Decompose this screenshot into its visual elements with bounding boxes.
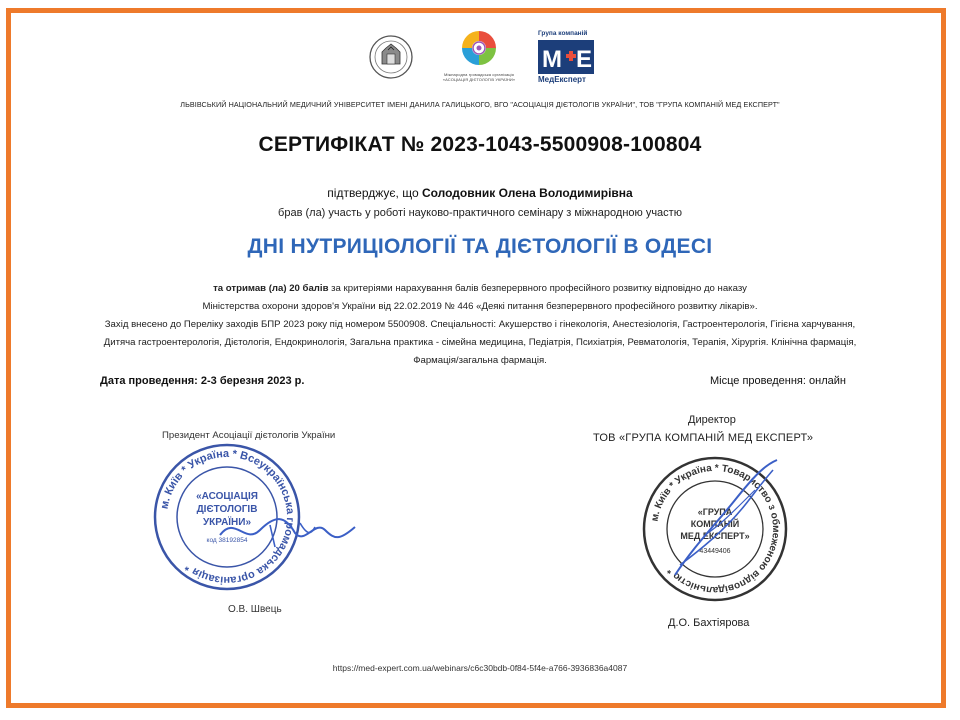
right-signatory-company: ТОВ «ГРУПА КОМПАНІЙ МЕД ЕКСПЕРТ» [593, 432, 814, 444]
right-signatory-role: Директор [688, 414, 736, 426]
svg-text:«АСОЦІАЦІЯ: «АСОЦІАЦІЯ [196, 491, 258, 502]
svg-text:«ГРУПА: «ГРУПА [697, 507, 733, 517]
order-line: Міністерства охорони здоров'я України від 22.02.2019 № 446 «Деякі питання безперервного професійного розвитку лікарів». [202, 301, 758, 312]
svg-text:КОМПАНІЙ: КОМПАНІЙ [690, 519, 740, 529]
event-title: ДНІ НУТРИЦІОЛОГІЇ ТА ДІЄТОЛОГІЇ В ОДЕСІ [247, 235, 713, 258]
specialties-line-1: Захід внесено до Переліку заходів БПР 2023 року під номером 5500908. Спеціальності: Акушерство і гінекологія, Анестезіологія, Гастроентерологія, Гігієна харчування, [104, 319, 856, 330]
right-signatory-name: Д.О. Бахтіярова [668, 617, 750, 629]
medexpert-logo [536, 30, 596, 86]
association-logo [433, 28, 525, 86]
svg-text:ДІЄТОЛОГІВ: ДІЄТОЛОГІВ [196, 504, 258, 515]
certificate-title: СЕРТИФІКАТ № 2023-1043-5500908-100804 [258, 133, 702, 156]
specialties-line-2: Дитяча гастроентерологія, Дієтологія, Ендокринологія, Загальна практика - сімейна медицина, Педіатрія, Психіатрія, Ревматологія, Терапія, Хірургія. Клінічна фармація, [103, 337, 857, 348]
verification-url: https://med-expert.com.ua/webinars/c6c30bdb-0f84-5f4e-a766-3936836a4087 [332, 663, 628, 673]
left-stamp-code: код 38192854 [206, 537, 248, 544]
svg-text:м. Київ * Україна * Всеукраїнс: м. Київ * Україна * Всеукраїнська громадська організація * [158, 447, 297, 587]
specialties-line-3: Фармація/загальна фармація. [413, 355, 547, 366]
medexpert-name: МедЕксперт [538, 75, 586, 84]
confirmation-line [0, 186, 960, 200]
svg-text:м. Київ * Україна * Товариство: м. Київ * Україна * Товариство з обмеженою відповідальністю * [649, 462, 782, 596]
certificate-body [40, 280, 920, 370]
points-line [40, 280, 920, 298]
medexpert-mark-icon [538, 40, 594, 74]
right-signature-icon [665, 455, 785, 585]
svg-text:МЕД ЕКСПЕРТ»: МЕД ЕКСПЕРТ» [680, 531, 750, 541]
points-bold: та отримав (ла) 20 балів [213, 283, 329, 294]
event-place: Місце проведення: онлайн [710, 375, 846, 387]
logo-bar [0, 28, 960, 90]
left-signatory-name: О.В. Швець [228, 604, 282, 615]
participation-line: брав (ла) участь у роботі науково-практичного семінару з міжнародною участю [278, 207, 682, 219]
association-emblem-icon [433, 28, 525, 72]
association-logo-text: Міжнародна громадська організація «АСОЦІАЦІЯ ДІЄТОЛОГІВ УКРАЇНИ» [442, 72, 516, 82]
svg-text:УКРАЇНИ»: УКРАЇНИ» [202, 517, 252, 528]
medexpert-caption: Група компаній [538, 30, 588, 37]
recipient-name: Солодовник Олена Володимирівна [421, 186, 633, 200]
left-signatory-title: Президент Асоціації дієтологів України [162, 430, 336, 441]
organizers-line: ЛЬВІВСЬКИЙ НАЦІОНАЛЬНИЙ МЕДИЧНИЙ УНІВЕРСИТЕТ ІМЕНІ ДАНИЛА ГАЛИЦЬКОГО, ВГО "АСОЦІАЦІЯ ДІЄТОЛОГІВ УКРАЇНИ", ТОВ "ГРУПА КОМПАНІЙ МЕД ЕКСПЕРТ" [180, 100, 780, 109]
points-rest: за критеріями нарахування балів безперервного професійного розвитку відповідно до наказу [328, 283, 747, 294]
svg-text:M: M [542, 46, 562, 73]
university-crest-icon [368, 32, 414, 82]
right-stamp-code: 43449406 [699, 548, 731, 555]
left-signature-icon [215, 505, 360, 555]
confirmation-prefix: підтверджує, що [327, 186, 422, 200]
svg-text:E: E [576, 46, 593, 73]
event-date: Дата проведення: 2-3 березня 2023 р. [100, 375, 305, 387]
